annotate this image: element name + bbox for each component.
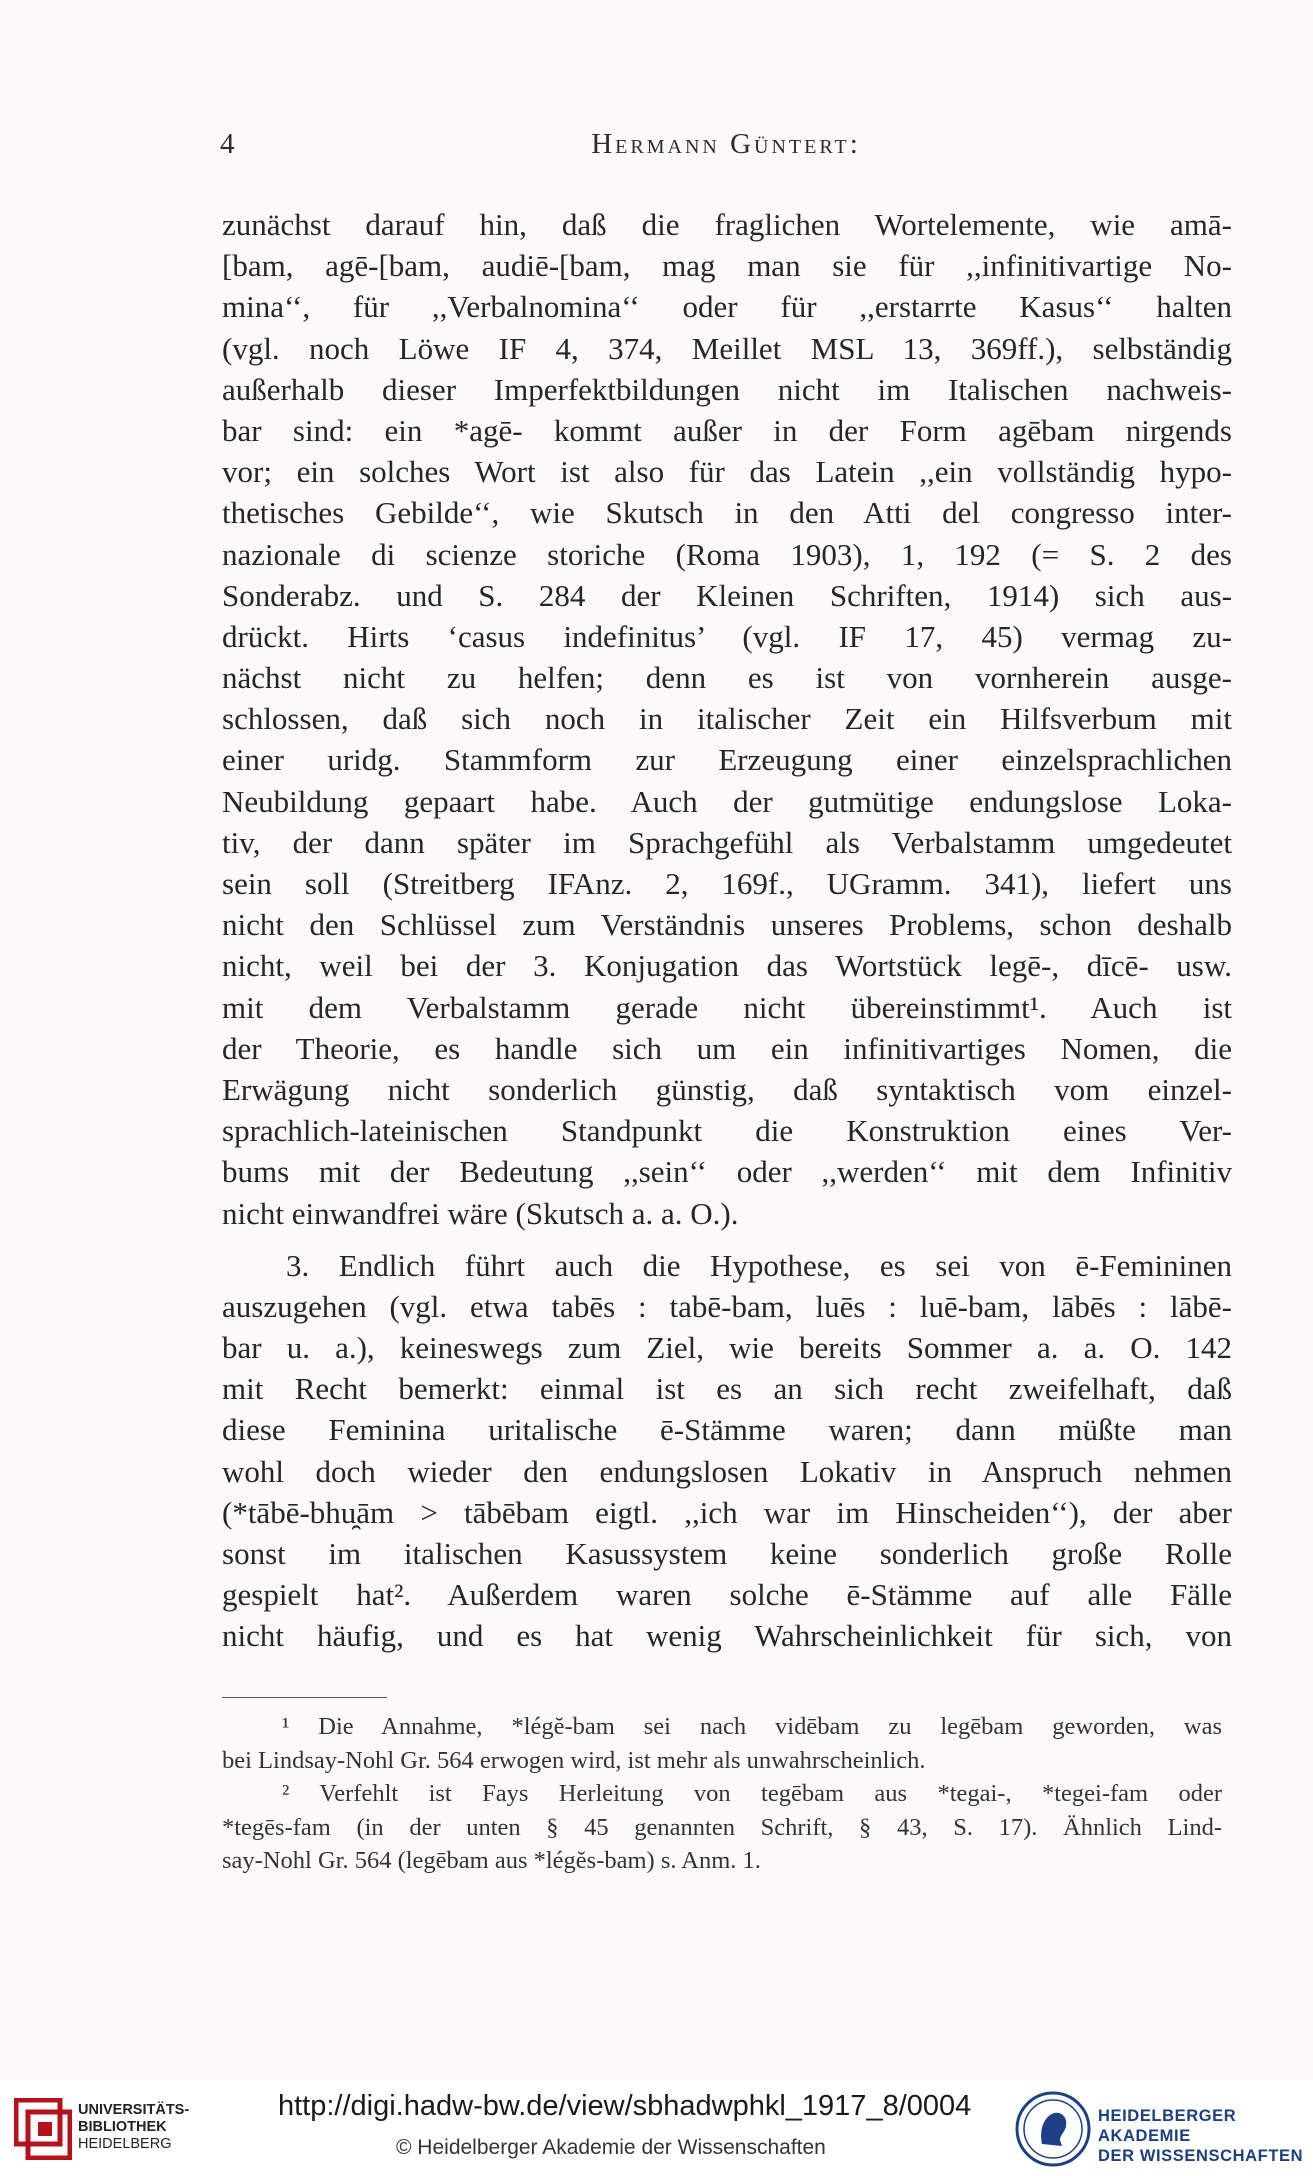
paragraph-1 [222, 204, 1232, 1234]
viewer-footer [0, 2080, 1313, 2176]
footnote-line: bei Lindsay-Nohl Gr. 564 erwogen wird, ist mehr als unwahrscheinlich. [222, 1746, 926, 1774]
text-line: wohl doch wieder den endungslosen Lokativ in Anspruch nehmen [222, 1453, 1232, 1489]
library-name-line: BIBLIOTHEK [78, 2119, 167, 2135]
text-line: zunächst darauf hin, daß die fraglichen Wortelemente, wie amā- [222, 207, 1232, 242]
text-line: auszugehen (vgl. etwa tabēs : tabē-bam, luēs : luē-bam, lābēs : lābē- [222, 1288, 1232, 1324]
text-line: einer uridg. Stammform zur Erzeugung einer einzelsprachlichen [222, 742, 1232, 778]
permalink-url[interactable]: http://digi.hadw-bw.de/view/sbhadwphkl_1917_8/0004 [278, 2090, 972, 2122]
text-line: nazionale di scienze storiche (Roma 1903), 1, 192 (= S. 2 des [222, 536, 1232, 572]
text-line: nicht den Schlüssel zum Verständnis unseres Problems, schon deshalb [222, 907, 1232, 943]
library-mark-icon [14, 2098, 72, 2160]
footnote-1 [222, 1710, 1222, 1777]
academy-name-line: HEIDELBERGER AKADEMIE [1098, 2107, 1237, 2145]
text-line: diese Feminina uritalische ē-Stämme waren; dann müßte man [222, 1412, 1232, 1448]
paragraph-gap [222, 1234, 1232, 1245]
copyright-notice: © Heidelberger Akademie der Wissenschaften [396, 2136, 826, 2159]
footnote-line: *tegēs-fam (in der unten § 45 genannten Schrift, § 43, S. 17). Ähnlich Lind- [222, 1813, 1222, 1841]
academy-name[interactable] [1098, 2106, 1313, 2166]
text-line: [bam, agē-[bam, audiē-[bam, mag man sie für ,,infinitivartige No- [222, 248, 1232, 284]
footnote-line: ² Verfehlt ist Fays Herleitung von tegēbam aus *tegai-, *tegei-fam oder [282, 1780, 1222, 1807]
running-title: Hermann Güntert: [591, 128, 861, 160]
text-line: sein soll (Streitberg IFAnz. 2, 169f., UGramm. 341), liefert uns [222, 866, 1232, 901]
text-line: bar u. a.), keineswegs zum Ziel, wie bereits Sommer a. a. O. 142 [222, 1330, 1232, 1366]
paragraph-2 [222, 1245, 1232, 1657]
library-name-line: HEIDELBERG [78, 2136, 172, 2152]
text-line: nicht einwandfrei wäre (Skutsch a. a. O.). [222, 1195, 739, 1231]
text-line: sonst im italischen Kasussystem keine sonderlich große Rolle [222, 1536, 1232, 1571]
text-line: vor; ein solches Wort ist also für das Latein ,,ein vollständig hypo- [222, 454, 1232, 490]
text-line: (*tābē-bhu̯ām > tābēbam eigtl. ,,ich war im Hinscheiden‘‘), der aber [222, 1494, 1232, 1530]
footnote-line: ¹ Die Annahme, *légĕ-bam sei nach vidēbam zu legēbam geworden, was [282, 1713, 1222, 1740]
library-name [78, 2102, 189, 2153]
text-line: der Theorie, es handle sich um ein infinitivartiges Nomen, die [222, 1030, 1232, 1066]
text-line: schlossen, daß sich noch in italischer Zeit ein Hilfsverbum mit [222, 701, 1232, 737]
academy-name-line: DER WISSENSCHAFTEN [1098, 2147, 1304, 2165]
text-line: mina‘‘, für ,,Verbalnomina‘‘ oder für ,,erstarrte Kasus‘‘ halten [222, 289, 1232, 325]
footnotes [222, 1710, 1222, 1878]
text-line: sprachlich-lateinischen Standpunkt die Konstruktion eines Ver- [222, 1113, 1232, 1149]
text-line: Erwägung nicht sonderlich günstig, daß syntaktisch vom einzel- [222, 1071, 1232, 1107]
library-name-line: UNIVERSITÄTS- [78, 2102, 190, 2118]
text-line: mit Recht bemerkt: einmal ist es an sich recht zweifelhaft, daß [222, 1371, 1232, 1407]
text-line: (vgl. noch Löwe IF 4, 374, Meillet MSL 13, 369ff.), selbständig [222, 330, 1232, 366]
text-line: nicht, weil bei der 3. Konjugation das Wortstück legē-, dīcē- usw. [222, 948, 1232, 984]
running-head [220, 128, 1232, 168]
text-line: mit dem Verbalstamm gerade nicht übereinstimmt¹. Auch ist [222, 989, 1232, 1025]
text-line: Neubildung gepaart habe. Auch der gutmütige endungslose Loka- [222, 783, 1232, 819]
footnote-rule [222, 1697, 387, 1698]
text-line: thetisches Gebilde‘‘, wie Skutsch in den Atti del congresso inter- [222, 495, 1232, 531]
text-line: bar sind: ein *agē- kommt außer in der Form agēbam nirgends [222, 412, 1232, 448]
text-line: nicht häufig, und es hat wenig Wahrscheinlichkeit für sich, von [222, 1618, 1232, 1654]
academy-seal-icon[interactable] [1014, 2090, 1092, 2168]
page-number: 4 [220, 128, 235, 160]
footnote-line: say-Nohl Gr. 564 (legēbam aus *légĕs-bam) s. Anm. 1. [222, 1847, 761, 1874]
text-line: bums mit der Bedeutung ,,sein‘‘ oder ,,werden‘‘ mit dem Infinitiv [222, 1154, 1232, 1190]
university-library-logo[interactable] [14, 2094, 204, 2164]
text-line: außerhalb dieser Imperfektbildungen nicht im Italischen nachweis- [222, 371, 1232, 407]
text-line: gespielt hat². Außerdem waren solche ē-Stämme auf alle Fälle [222, 1577, 1232, 1613]
text-line: drückt. Hirts ‘casus indefinitus’ (vgl. IF 17, 45) vermag zu- [222, 618, 1232, 654]
body-text [222, 204, 1232, 1657]
text-line: nächst nicht zu helfen; denn es ist von vornherein ausge- [222, 660, 1232, 696]
text-line: Sonderabz. und S. 284 der Kleinen Schriften, 1914) sich aus- [222, 577, 1232, 613]
text-line: tiv, der dann später im Sprachgefühl als Verbalstamm umgedeutet [222, 824, 1232, 860]
footnote-2 [222, 1777, 1222, 1878]
text-line: 3. Endlich führt auch die Hypothese, es sei von ē-Femininen [286, 1247, 1232, 1283]
